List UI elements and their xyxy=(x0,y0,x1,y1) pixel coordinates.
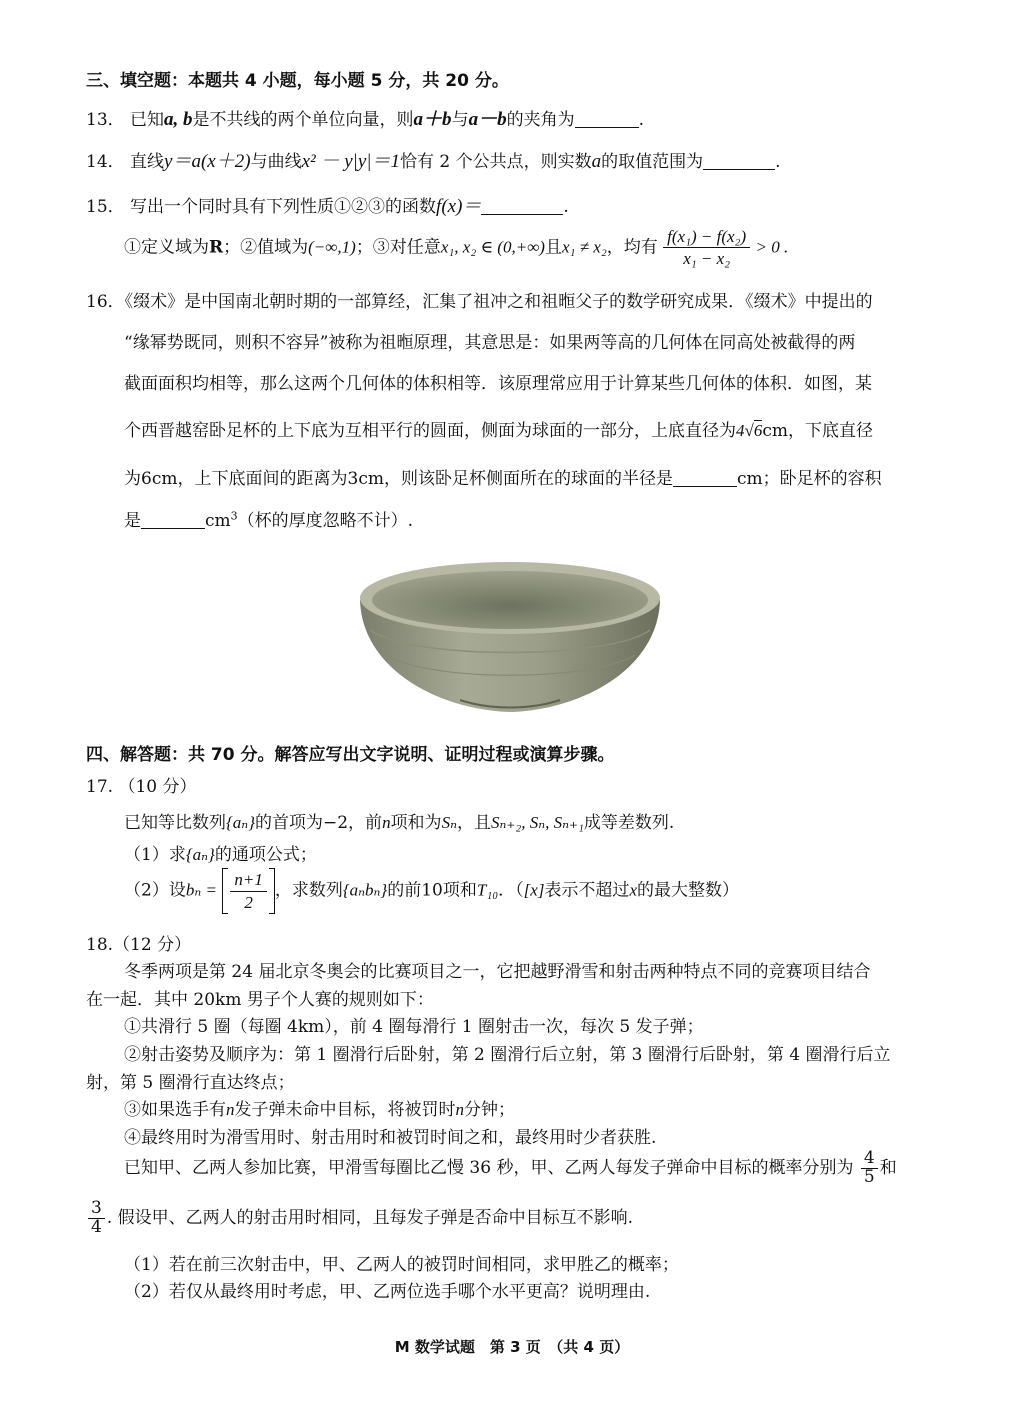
q16-radius-blank xyxy=(673,468,737,487)
q14-text-4: 的取值范围为 xyxy=(601,152,704,172)
q18-prob-jia-den: 5 xyxy=(863,1166,875,1187)
question-14 xyxy=(86,146,781,173)
q17-text-1: 已知等比数列 xyxy=(124,813,226,833)
q17-floor-notation: [x] xyxy=(523,880,545,900)
q16-line-4 xyxy=(124,416,873,441)
q16-line-2: “缘幂势既同，则积不容异”被称为祖暅原理，其意思是：如果两等高的几何体在同高处被截得的两 xyxy=(124,333,856,353)
q13-text-3: 与 xyxy=(451,110,469,130)
q15-frac-denominator: x₁ − x₂ xyxy=(683,249,731,269)
q16-diameter-coef: 4 xyxy=(736,421,745,440)
q16-text-5d: cm；卧足杯的容积 xyxy=(736,469,882,489)
q16-line-6 xyxy=(124,506,413,531)
q17-p2-text-f: 的最大整数） xyxy=(636,880,739,901)
q16-diameter-radicand: 6 xyxy=(753,421,763,440)
q17-p2-text-c: 的前10项和 xyxy=(387,880,477,901)
question-13 xyxy=(86,104,644,131)
q18-rule-2b: 射，第 5 圈滑行直达终点； xyxy=(86,1073,295,1093)
q15-neq: x₁ ≠ x₂ xyxy=(561,237,607,257)
q15-real-set: R xyxy=(209,237,224,258)
q16-text-6c: （杯的厚度忽略不计）. xyxy=(237,511,414,531)
q15-cond-2: ；②值域为 xyxy=(223,237,309,258)
q17-p2-text-b: ，求数列 xyxy=(274,880,343,901)
q18-r3-text-a: ③如果选手有 xyxy=(124,1100,226,1120)
q18-part-1: （1）若在前三次射击中，甲、乙两人的被罚时间相同，求甲胜乙的概率； xyxy=(124,1255,679,1275)
q15-range: (−∞,1) xyxy=(308,237,356,257)
q17-text-4: ，且 xyxy=(456,813,491,833)
q18-rule-2a: ②射击姿势及顺序为：第 1 圈滑行后卧射，第 2 圈滑行后立射，第 3 圈滑行后卧射，第 4 圈滑行后立 xyxy=(124,1045,891,1065)
q13-expr-sum: a＋b xyxy=(413,109,452,130)
q14-end: . xyxy=(775,152,781,172)
q16-bottom-diameter: 6 xyxy=(141,469,152,489)
q15-frac-numerator: f(x₁) − f(x₂) xyxy=(663,226,750,248)
q16-text-5b: cm，上下底面间的距离为 xyxy=(151,469,348,489)
q18-s2-text: . 假设甲、乙两人的射击用时相同，且每发子弹是否命中目标互不影响. xyxy=(106,1207,634,1228)
q17-text-3: 项和为 xyxy=(390,813,442,833)
q15-function: f(x)＝ xyxy=(436,196,482,217)
q17-frac-denominator: 2 xyxy=(244,892,253,912)
q17-p1-sequence: {aₙ} xyxy=(185,845,215,864)
q17-part-2 xyxy=(124,868,739,914)
q18-line-1: 冬季两项是第 24 届北京冬奥会的比赛项目之一，它把越野滑雪和射击两种特点不同的竞赛项目结合 xyxy=(124,962,871,982)
q16-text-1: 《缀术》是中国南北朝时期的一部算经，汇集了祖冲之和祖暅父子的数学研究成果．《缀术》中提出的 xyxy=(124,292,873,312)
q16-line-3: 截面面积均相等，那么这两个几何体的体积相等．该原理常应用于计算某些几何体的体积．如图，某 xyxy=(124,374,872,394)
q16-volume-blank xyxy=(141,510,205,529)
q15-domain-vars: x₁, x₂ ∈ (0,+∞) xyxy=(440,237,545,257)
q16-text-4a: 个西晋越窑卧足杯的上下底为互相平行的圆面，侧面为球面的一部分，上底直径为 xyxy=(124,421,736,441)
q16-unit-exponent: 3 xyxy=(230,509,238,523)
q15-cond-3: ；③对任意 xyxy=(355,237,441,258)
q16-diameter: 4√6 xyxy=(736,421,763,440)
q17-n: n xyxy=(382,813,391,832)
q13-expr-diff: a－b xyxy=(468,109,507,130)
q17-frac-numerator: n+1 xyxy=(230,869,266,891)
question-17-header xyxy=(86,772,197,797)
question-16-line-1 xyxy=(86,287,873,312)
q15-end: . xyxy=(563,197,569,217)
question-18-header xyxy=(86,930,191,955)
q18-r3-text-b: 发子弹未命中目标，将被罚时 xyxy=(234,1100,456,1120)
q16-number: 16． xyxy=(86,292,125,312)
q13-text-4: 的夹角为 xyxy=(506,110,575,130)
q16-text-4b: cm，下底直径 xyxy=(762,421,873,441)
q18-prob-yi-num: 3 xyxy=(88,1200,105,1219)
q15-cond-1: ①定义域为 xyxy=(124,237,209,258)
q16-text-6a: 是 xyxy=(124,511,141,531)
q17-p2-text-e: 表示不超过 xyxy=(544,880,630,901)
q15-fraction xyxy=(663,226,750,270)
q17-p1-text-b: 的通项公式； xyxy=(214,845,317,865)
question-15 xyxy=(86,191,569,218)
q18-prob-yi xyxy=(88,1200,105,1237)
q14-variable: a xyxy=(591,151,602,172)
q14-answer-blank xyxy=(703,151,775,170)
q15-number: 15． xyxy=(86,197,125,217)
q15-inequality: > 0 . xyxy=(755,237,789,257)
q17-sum: Sₙ xyxy=(441,813,457,832)
q18-s1-and: 和 xyxy=(879,1157,897,1178)
q13-end: . xyxy=(638,110,644,130)
q13-text-1: 已知 xyxy=(130,110,165,130)
section-3-header: 三、填空题：本题共 4 小题，每小题 5 分，共 20 分。 xyxy=(86,71,509,91)
q17-points: （10 分） xyxy=(118,777,197,797)
q18-setup-line-2 xyxy=(86,1200,633,1237)
q18-r3-n2: n xyxy=(455,1100,464,1119)
q17-bn: bₙ = xyxy=(185,880,217,900)
q16-unit: cm xyxy=(205,511,231,531)
q17-x: x xyxy=(629,880,637,900)
q17-statement xyxy=(124,808,674,833)
q17-text-5: 成等差数列. xyxy=(583,813,675,833)
bowl-interior xyxy=(372,571,648,629)
q18-prob-jia-num: 4 xyxy=(861,1150,878,1169)
q16-text-5a: 为 xyxy=(124,469,141,489)
q18-points: （12 分） xyxy=(113,935,192,955)
q16-height: 3 xyxy=(347,469,359,489)
q18-rule-3 xyxy=(124,1095,515,1120)
q17-number: 17. xyxy=(86,777,114,797)
q14-text-2: 与曲线 xyxy=(250,152,302,172)
q17-floor-bracket xyxy=(222,868,274,914)
q14-line-equation: y＝a(x＋2) xyxy=(164,151,251,172)
q18-s1-text: 已知甲、乙两人参加比赛，甲滑雪每圈比乙慢 36 秒，甲、乙两人每发子弹命中目标的概率分别为 xyxy=(124,1157,854,1178)
q14-text-3: 恰有 2 个公共点，则实数 xyxy=(400,152,592,172)
q15-cond-5: ，均有 xyxy=(606,237,658,258)
q15-cond-4: 且 xyxy=(544,237,562,258)
q16-text-5c: cm，则该卧足杯侧面所在的球面的半径是 xyxy=(358,469,673,489)
q17-p2-text-a: （2）设 xyxy=(124,880,186,901)
q18-prob-yi-den: 4 xyxy=(91,1216,102,1237)
q18-number: 18. xyxy=(86,935,114,955)
q13-number: 13． xyxy=(86,110,125,130)
q17-product-seq: {aₙbₙ} xyxy=(342,880,388,900)
q18-setup-line-1 xyxy=(124,1150,897,1187)
q13-text-2: 是不共线的两个单位向量，则 xyxy=(192,110,414,130)
q17-text-2: 的首项为−2，前 xyxy=(255,813,383,833)
q18-r3-text-c: 分钟； xyxy=(464,1100,515,1120)
q16-line-5 xyxy=(124,464,882,489)
bowl-illustration xyxy=(350,550,670,720)
q17-sums-triplet: Sₙ₊₂, Sₙ, Sₙ₊₁ xyxy=(490,813,584,832)
q14-text-1: 直线 xyxy=(130,152,165,172)
q13-vectors: a, b xyxy=(164,109,193,130)
q15-answer-blank xyxy=(481,196,563,215)
q17-sequence: {aₙ} xyxy=(226,813,255,832)
q15-conditions xyxy=(124,226,788,270)
q15-text-1: 写出一个同时具有下列性质①②③的函数 xyxy=(130,197,437,217)
q18-rule-4: ④最终用时为滑雪用时、射击用时和被罚时间之和，最终用时少者获胜. xyxy=(124,1128,657,1148)
q18-r3-n: n xyxy=(226,1100,235,1119)
section-4-header: 四、解答题：共 70 分。解答应写出文字说明、证明过程或演算步骤。 xyxy=(86,745,615,765)
q18-prob-jia xyxy=(861,1150,878,1187)
q14-number: 14． xyxy=(86,152,125,172)
q14-curve-equation: x² － y|y|＝1 xyxy=(301,151,401,172)
q17-p2-text-d: ．（ xyxy=(498,880,524,901)
q17-p1-text-a: （1）求 xyxy=(124,845,186,865)
q17-part-1 xyxy=(124,840,317,865)
q18-part-2: （2）若仅从最终用时考虑，甲、乙两位选手哪个水平更高？说明理由. xyxy=(124,1282,651,1302)
q13-answer-blank xyxy=(575,109,639,128)
q17-T10: T₁₀ xyxy=(476,880,499,900)
q18-line-2: 在一起．其中 20km 男子个人赛的规则如下： xyxy=(86,990,434,1010)
q18-rule-1: ①共滑行 5 圈（每圈 4km），前 4 圈每滑行 1 圈射击一次，每次 5 发子弹； xyxy=(124,1017,704,1037)
page-footer: M 数学试题 第 3 页 （共 4 页） xyxy=(394,1338,630,1356)
